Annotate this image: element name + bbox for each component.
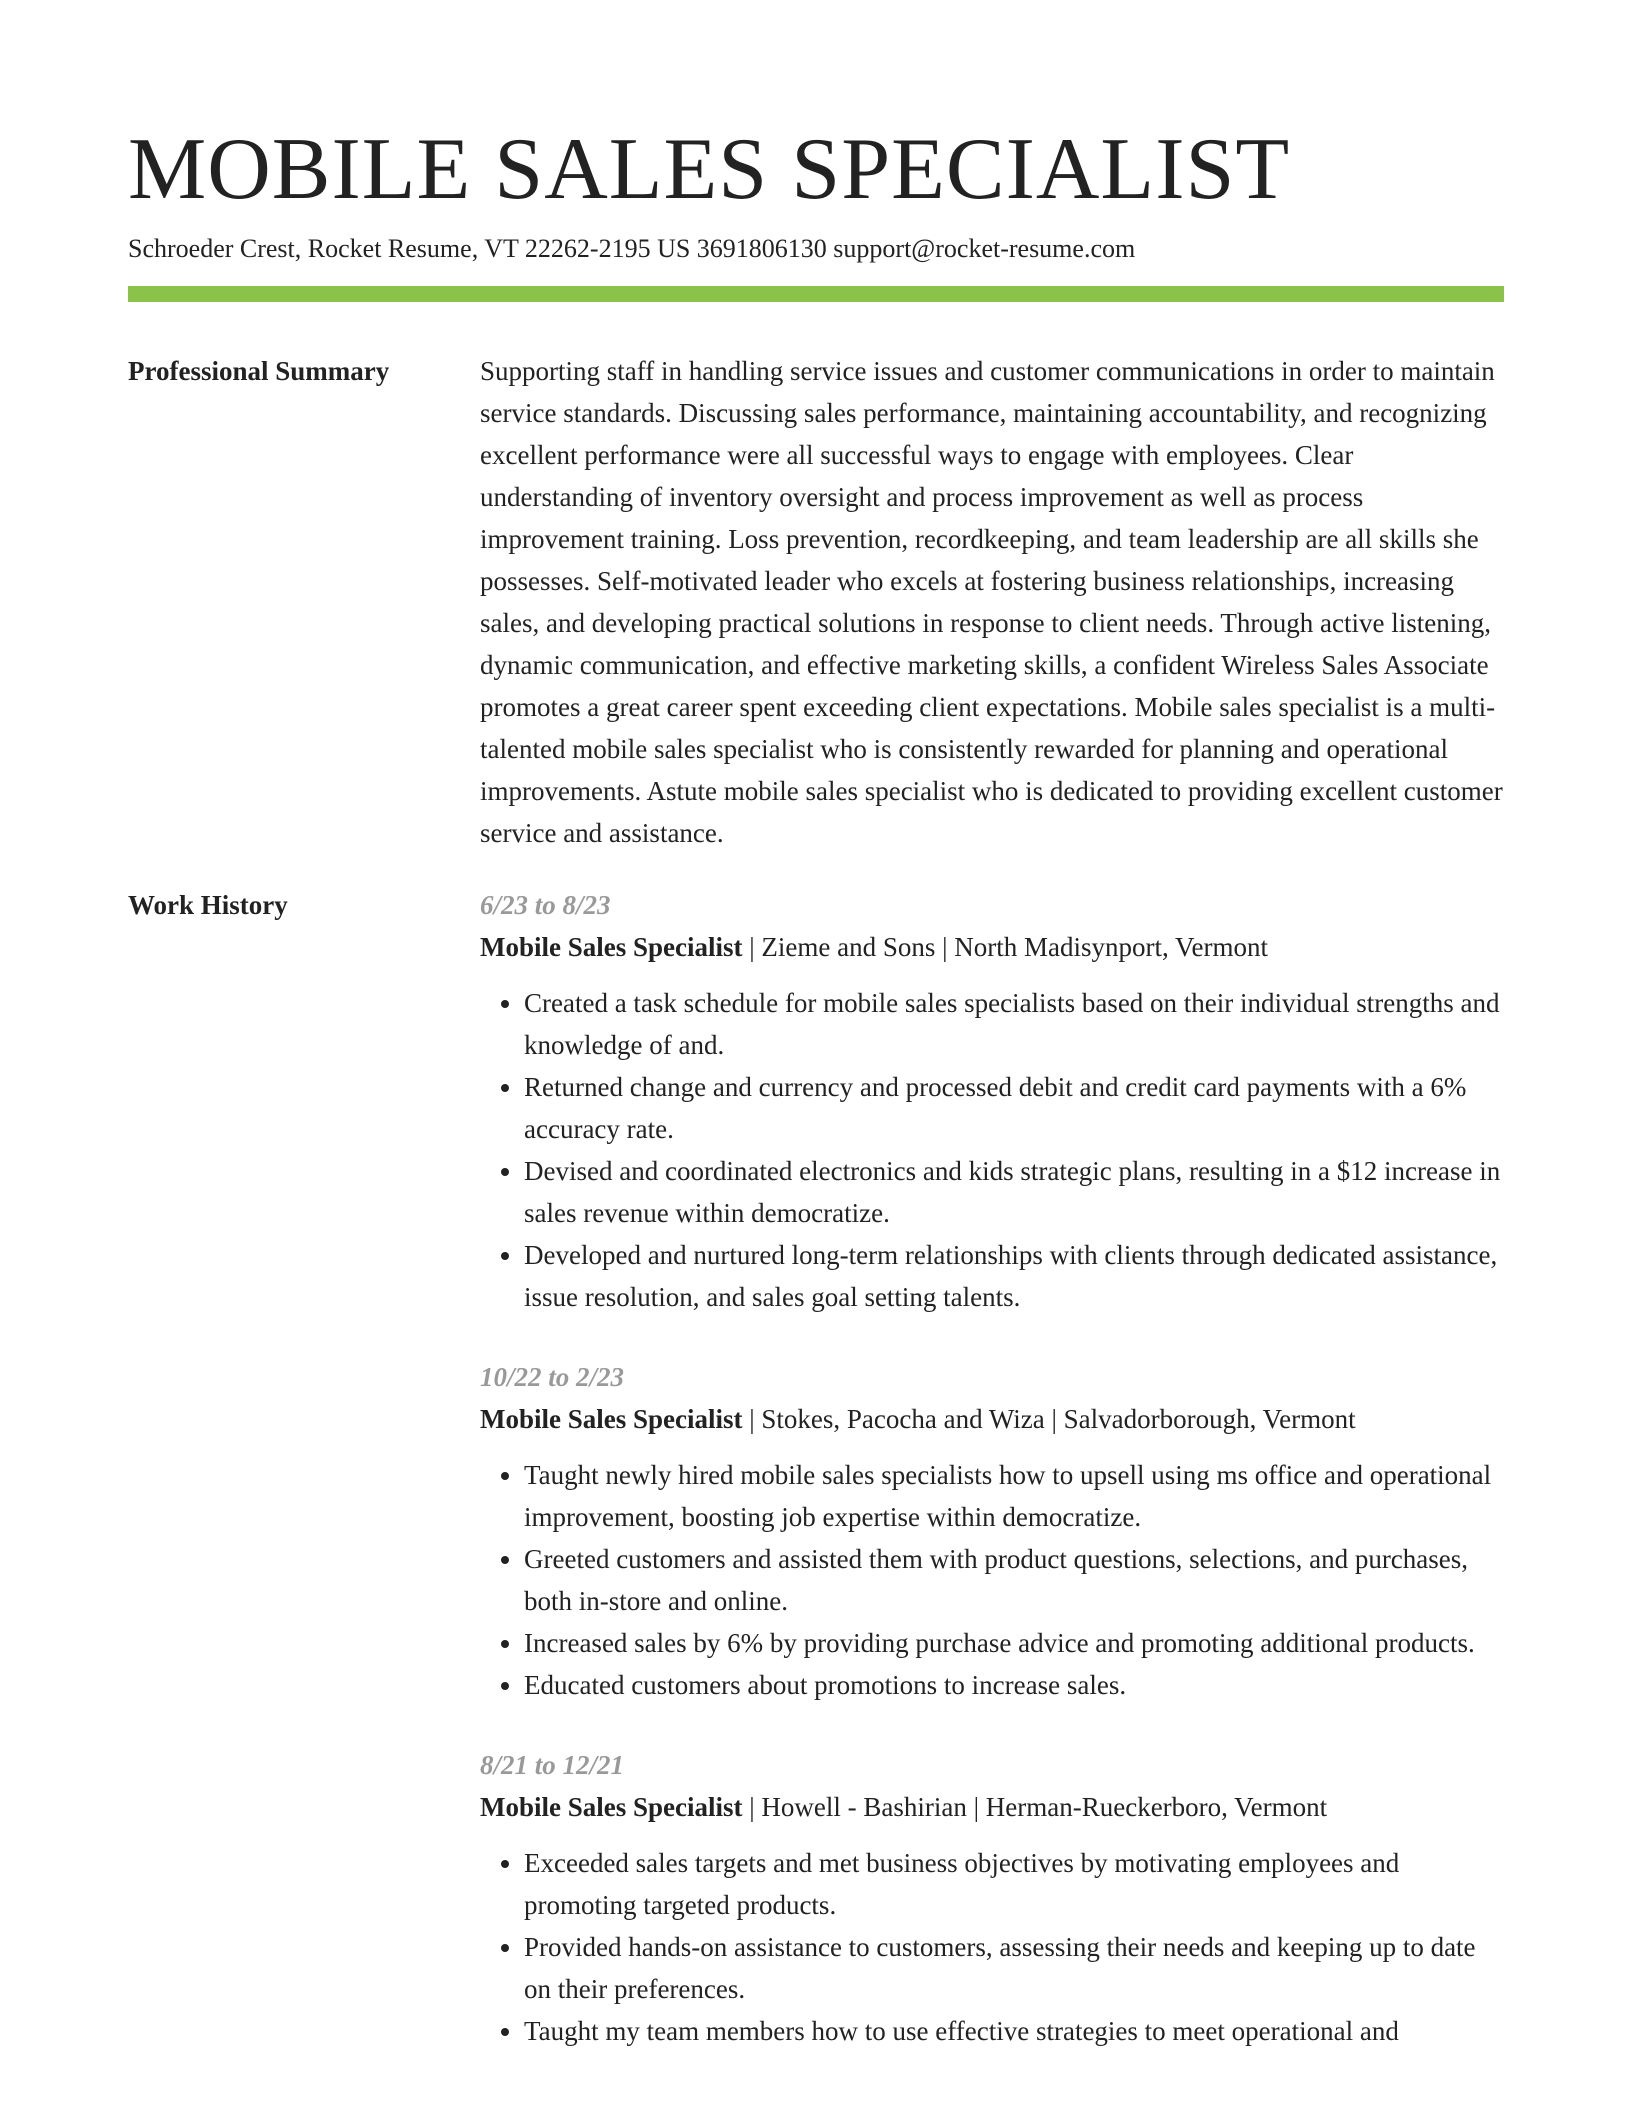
job-entry [480,884,1504,1318]
list-item: • Created a task schedule for mobile sales specialists based on their individual strengths and knowledge of and. [524,982,1504,1066]
summary-text: Supporting staff in handling service issues and customer communications in order to maintain service standards. Discussing sales performance, maintaining accountability, and recognizing excellent performance were all successful ways to engage with employees. Clear understanding of inventory oversight and process improvement as well as process improvement training. Loss prevention, recordkeeping, and team leadership are all skills she possesses. Self-motivated leader who excels at fostering business relationships, increasing sales, and developing practical solutions in response to client needs. Through active listening, dynamic communication, and effective marketing skills, a confident Wireless Sales Associate promotes a great career spent exceeding client expectations. Mobile sales specialist is a multi-talented mobile sales specialist who is consistently rewarded for planning and operational improvements. Astute mobile sales specialist who is dedicated to providing excellent customer service and assistance. [480,356,1503,848]
list-item: • Increased sales by 6% by providing purchase advice and promoting additional products. [524,1622,1504,1664]
list-item: • Developed and nurtured long-term relationships with clients through dedicated assistance, issue resolution, and sales goal setting talents. [524,1234,1504,1318]
list-item: • Provided hands-on assistance to customers, assessing their needs and keeping up to date on their preferences. [524,1926,1504,2010]
header-divider [128,286,1504,302]
professional-summary-section [128,350,1504,854]
job-heading [480,926,1504,968]
job-entry [480,1744,1504,2052]
page-title: MOBILE SALES SPECIALIST [128,121,1291,218]
job-heading [480,1398,1504,1440]
job-heading [480,1786,1504,1828]
work-history-section [128,884,1504,2090]
job-role: Mobile Sales Specialist [480,1792,743,1822]
contact-info: Schroeder Crest, Rocket Resume, VT 22262-2195 US 3691806130 support@rocket-resume.com [128,234,1136,263]
list-item: • Taught my team members how to use effective strategies to meet operational and [524,2010,1504,2052]
list-item: • Taught newly hired mobile sales specialists how to upsell using ms office and operational improvement, boosting job expertise within democratize. [524,1454,1504,1538]
job-dates: 8/21 to 12/21 [480,1750,625,1780]
list-item: • Educated customers about promotions to increase sales. [524,1664,1504,1706]
list-item: • Exceeded sales targets and met business objectives by motivating employees and promoting targeted products. [524,1842,1504,1926]
work-history-body [480,884,1504,2090]
job-bullets [480,1454,1504,1706]
list-item: • Greeted customers and assisted them with product questions, selections, and purchases, both in-store and online. [524,1538,1504,1622]
section-label-summary: Professional Summary [128,356,390,386]
list-item: • Returned change and currency and processed debit and credit card payments with a 6% accuracy rate. [524,1066,1504,1150]
job-bullets [480,982,1504,1318]
summary-body [480,350,1504,854]
job-entry [480,1356,1504,1706]
job-employer-location: | Stokes, Pacocha and Wiza | Salvadorborough, Vermont [742,1404,1356,1434]
job-employer-location: | Zieme and Sons | North Madisynport, Vermont [742,932,1269,962]
list-item: • Devised and coordinated electronics and kids strategic plans, resulting in a $12 increase in sales revenue within democratize. [524,1150,1504,1234]
job-bullets [480,1842,1504,2052]
job-role: Mobile Sales Specialist [480,1404,743,1434]
job-employer-location: | Howell - Bashirian | Herman-Rueckerboro, Vermont [742,1792,1328,1822]
job-dates: 6/23 to 8/23 [480,890,611,920]
job-dates: 10/22 to 2/23 [480,1362,625,1392]
job-role: Mobile Sales Specialist [480,932,743,962]
section-label-work: Work History [128,890,288,920]
